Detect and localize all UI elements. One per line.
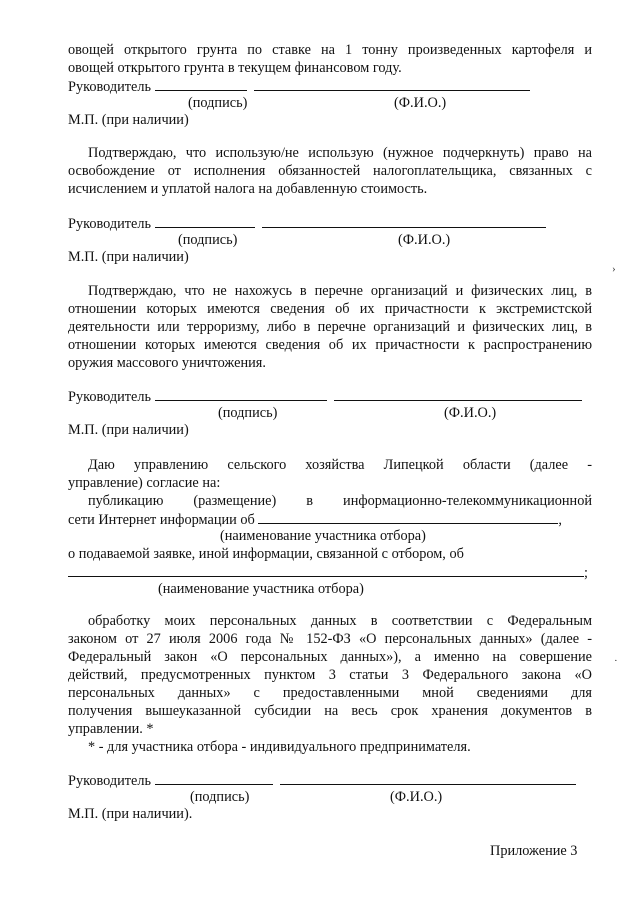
signature-label: Руководитель bbox=[68, 773, 152, 789]
signature-line bbox=[155, 387, 327, 401]
fio-caption: (Ф.И.О.) bbox=[394, 95, 447, 111]
personal-line-6: получения вышеуказанной субсидии на весь срок хранения документов в bbox=[68, 703, 592, 719]
consent-line-6-end: ; bbox=[584, 565, 588, 581]
signature-label: Руководитель bbox=[68, 216, 152, 232]
signature-block-1 bbox=[68, 77, 530, 96]
signature-line bbox=[155, 77, 247, 91]
fio-caption: (Ф.И.О.) bbox=[390, 789, 443, 805]
stamp-note: М.П. (при наличии) bbox=[68, 112, 189, 128]
vat-line-2: освобождение от исполнения обязанностей налогоплательщика, связанных с bbox=[68, 163, 592, 179]
personal-line-2: законом от 27 июля 2006 года № 152-ФЗ «О персональных данных» (далее - bbox=[68, 631, 592, 647]
signature-caption: (подпись) bbox=[178, 232, 238, 248]
signature-block-3 bbox=[68, 387, 582, 406]
personal-line-1: обработку моих персональных данных в соответствии с Федеральным bbox=[88, 613, 592, 629]
consent-line-4-end: , bbox=[558, 512, 562, 528]
signature-caption: (подпись) bbox=[218, 405, 278, 421]
personal-line-4: действий, предусмотренных пунктом 3 статьи 3 Федерального закона «О bbox=[68, 667, 592, 683]
fio-caption: (Ф.И.О.) bbox=[398, 232, 451, 248]
extremism-line-2: отношении которых имеются сведения об их причастности к экстремистской bbox=[68, 301, 592, 317]
extremism-line-4: отношении которых имеются сведения об их причастности к распространению bbox=[68, 337, 592, 353]
signature-caption: (подпись) bbox=[188, 95, 248, 111]
name-line bbox=[262, 214, 546, 228]
personal-line-7: управлении. * bbox=[68, 721, 154, 737]
intro-line-1: овощей открытого грунта по ставке на 1 тонну произведенных картофеля и bbox=[68, 42, 592, 58]
stamp-note: М.П. (при наличии) bbox=[68, 249, 189, 265]
participant-caption-2: (наименование участника отбора) bbox=[158, 581, 364, 597]
scan-mark: · bbox=[614, 655, 618, 667]
extremism-line-1: Подтверждаю, что не нахожусь в перечне организаций и физических лиц, в bbox=[88, 283, 592, 299]
signature-caption: (подпись) bbox=[190, 789, 250, 805]
signature-label: Руководитель bbox=[68, 389, 152, 405]
participant-caption-1: (наименование участника отбора) bbox=[220, 528, 426, 544]
signature-line bbox=[155, 771, 273, 785]
personal-line-3: Федеральный закон «О персональных данных»), а именно на совершение bbox=[68, 649, 592, 665]
extremism-line-3: деятельности или терроризму, либо в перечне организаций и физических лиц, в bbox=[68, 319, 592, 335]
consent-line-2: управление) согласие на: bbox=[68, 475, 221, 491]
extremism-line-5: оружия массового уничтожения. bbox=[68, 355, 266, 371]
scan-mark: › bbox=[612, 263, 616, 275]
consent-line-1: Даю управлению сельского хозяйства Липецкой области (далее - bbox=[88, 457, 592, 473]
footnote: * - для участника отбора - индивидуального предпринимателя. bbox=[88, 739, 471, 755]
signature-line bbox=[155, 214, 255, 228]
stamp-note: М.П. (при наличии) bbox=[68, 422, 189, 438]
name-line bbox=[254, 77, 530, 91]
name-line bbox=[280, 771, 576, 785]
signature-block-2 bbox=[68, 214, 546, 233]
appendix-label: Приложение 3 bbox=[490, 843, 578, 859]
stamp-note: М.П. (при наличии). bbox=[68, 806, 193, 822]
consent-line-5: о подаваемой заявке, иной информации, связанной с отбором, об bbox=[68, 546, 464, 562]
signature-label: Руководитель bbox=[68, 79, 152, 95]
intro-line-2: овощей открытого грунта в текущем финансовом году. bbox=[68, 60, 402, 76]
vat-line-3: исчислением и уплатой налога на добавленную стоимость. bbox=[68, 181, 428, 197]
fio-caption: (Ф.И.О.) bbox=[444, 405, 497, 421]
personal-line-5: персональных данных» с предоставленными мной сведениями для bbox=[68, 685, 592, 701]
consent-line-3: публикацию (размещение) в информационно-телекоммуникационной bbox=[88, 493, 592, 509]
vat-line-1: Подтверждаю, что использую/не использую (нужное подчеркнуть) право на bbox=[88, 145, 592, 161]
participant-name-line-2 bbox=[68, 563, 584, 577]
signature-block-4 bbox=[68, 771, 576, 790]
consent-line-4-text: сети Интернет информации об bbox=[68, 512, 255, 528]
name-line bbox=[334, 387, 582, 401]
participant-name-line bbox=[258, 510, 558, 524]
